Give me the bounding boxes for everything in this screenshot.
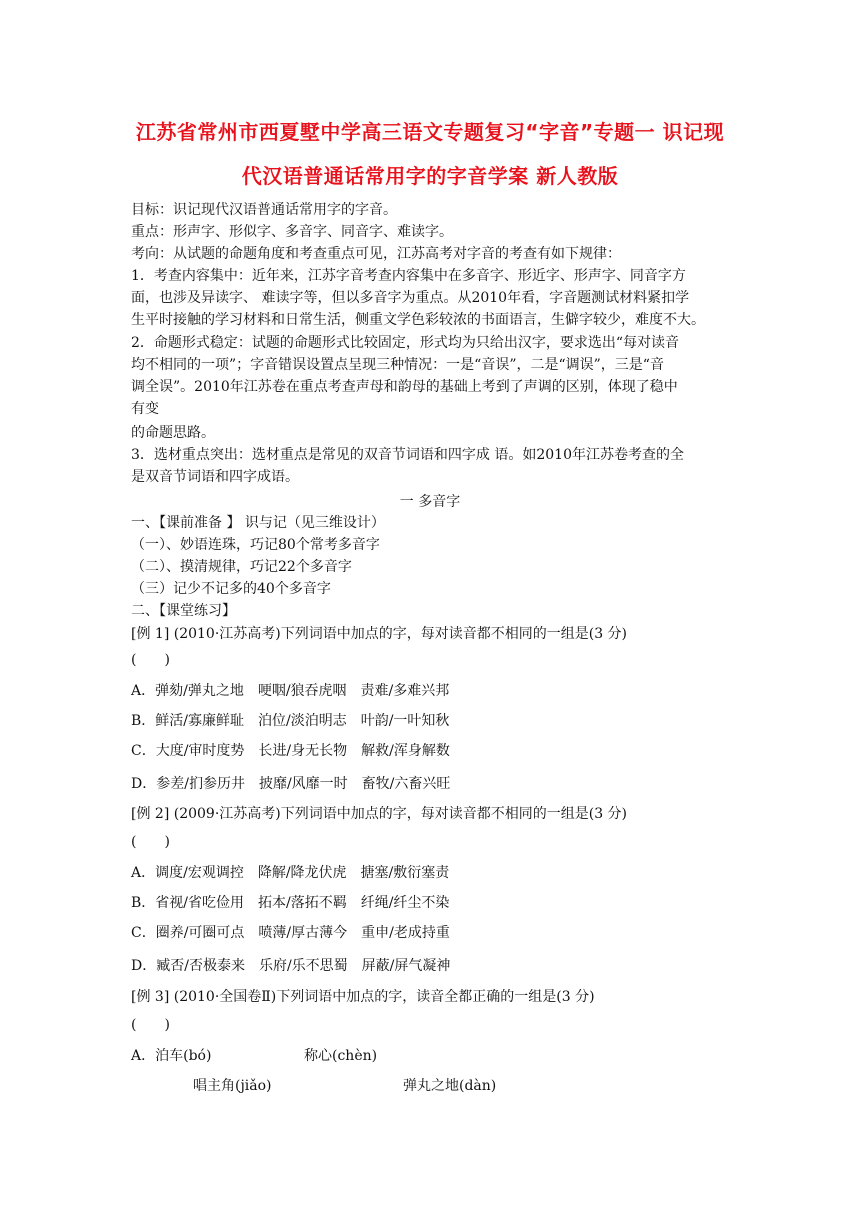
paragraph-line: 均不相同的一项”；字音错误设置点呈现三种情况：一是“音误”，二是“调误”，三是“音 (131, 357, 664, 373)
example-2-option-b: B．省视/省吃俭用 拓本/落拓不羁 纤绳/纤尘不染 (131, 895, 450, 911)
example-2-stem: [例 2] (2009·江苏高考)下列词语中加点的字，每对读音都不相同的一组是(3 分) (131, 806, 628, 822)
example-1-option-a: A．弹劾/弹丸之地 哽咽/狼吞虎咽 责难/多难兴邦 (131, 683, 450, 699)
exam-trend-line: 考向：从试题的命题角度和考查重点可见，江苏高考对字音的考查有如下规律： (131, 246, 621, 262)
example-1-option-d: D．参差/扪参历井 披靡/风靡一时 畜牧/六畜兴旺 (131, 776, 451, 792)
example-1-option-b: B．鲜活/寡廉鲜耻 泊位/淡泊明志 叶韵/一叶知秋 (131, 713, 450, 729)
document-title-line-2: 代汉语普通话常用字的字音学案 新人教版 (241, 164, 619, 188)
example-2-option-d: D．臧否/否极泰来 乐府/乐不思蜀 屏蔽/屏气凝神 (131, 958, 451, 974)
example-1-stem: [例 1] (2010·江苏高考)下列词语中加点的字，每对读音都不相同的一组是(3 分) (131, 626, 628, 642)
paragraph-line: 有变 (131, 401, 159, 417)
paragraph-line: 是双音节词语和四字成语。 (131, 469, 299, 485)
example-2-answer-paren: ( ) (131, 834, 170, 850)
example-3-stem: [例 3] (2010·全国卷Ⅱ)下列词语中加点的字，读音全都正确的一组是(3 分) (131, 989, 595, 1005)
document-title-line-1: 江苏省常州市西夏墅中学高三语文专题复习“字音”专题一 识记现 (135, 120, 725, 144)
prep-item: （二）、摸清规律，巧记22个多音字 (131, 559, 352, 575)
prep-item: （三）记少不记多的40个多音字 (131, 581, 331, 597)
practice-heading: 二、【课堂练习】 (131, 603, 236, 619)
paragraph-line: 2．命题形式稳定：试题的命题形式比较固定，形式均为只给出汉字，要求选出“每对读音 (131, 335, 680, 351)
example-3-option-a-item-2: 称心(chèn) (304, 1048, 378, 1064)
paragraph-line: 调全误”。2010年江苏卷在重点考查声母和韵母的基础上考到了声调的区别，体现了稳中 (131, 379, 678, 395)
example-3-answer-paren: ( ) (131, 1017, 170, 1033)
paragraph-line: 面，也涉及异读字、 难读字等，但以多音字为重点。从2010年看，字音题测试材料紧扣学 (131, 290, 690, 306)
example-3-option-a-item-3: 唱主角(jiǎo) (193, 1078, 272, 1094)
example-2-option-a: A．调度/宏观调控 降解/降龙伏虎 搪塞/敷衍塞责 (131, 865, 450, 881)
example-1-option-c: C．大度/审时度势 长进/身无长物 解救/浑身解数 (131, 743, 450, 759)
paragraph-line: 的命题思路。 (131, 425, 215, 441)
example-3-option-a-item-4: 弹丸之地(dàn) (403, 1078, 497, 1094)
focus-line: 重点：形声字、形似字、多音字、同音字、难读字。 (131, 224, 453, 240)
goal-line: 目标：识记现代汉语普通话常用字的字音。 (131, 202, 397, 218)
example-2-option-c: C．圈养/可圈可点 喷薄/厚古薄今 重申/老成持重 (131, 925, 450, 941)
example-1-answer-paren: ( ) (131, 652, 170, 668)
prep-item: （一）、妙语连珠，巧记80个常考多音字 (131, 537, 380, 553)
prep-heading: 一、【课前准备 】 识与记（见三维设计） (131, 515, 385, 531)
section-heading: 一 多音字 (399, 494, 461, 510)
paragraph-line: 1．考查内容集中：近年来，江苏字音考查内容集中在多音字、形近字、形声字、同音字方 (131, 268, 686, 284)
paragraph-line: 3．选材重点突出：选材重点是常见的双音节词语和四字成 语。如2010年江苏卷考查的全 (131, 447, 684, 463)
paragraph-line: 生平时接触的学习材料和日常生活，侧重文学色彩较浓的书面语言，生僻字较少，难度不大。 (131, 312, 705, 328)
example-3-option-a-item-1: A．泊车(bó) (131, 1048, 212, 1064)
